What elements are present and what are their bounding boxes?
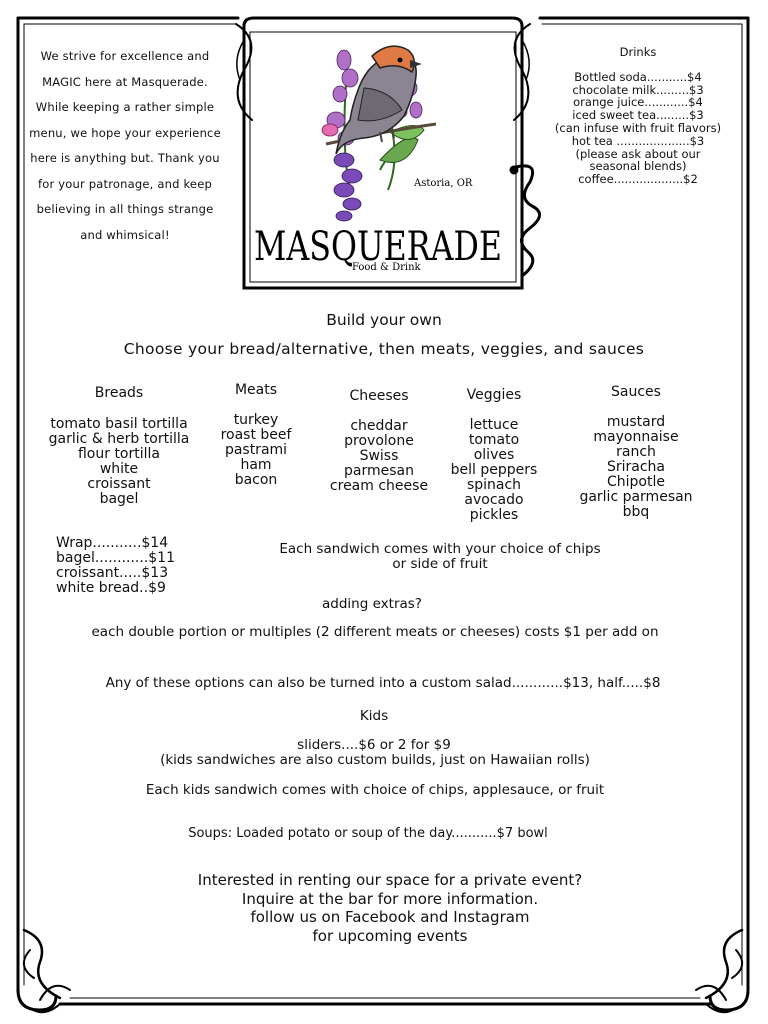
sauce-item: bbq — [622, 504, 650, 520]
breads-column — [30, 386, 208, 507]
extras-text: each double portion or multiples (2 different meats or cheeses) costs $1 per add on — [91, 624, 659, 640]
veggie-item: lettuce — [469, 417, 519, 433]
veggie-item: pickles — [469, 507, 519, 523]
veggie-item: spinach — [466, 477, 522, 493]
cheese-item: Swiss — [359, 448, 399, 464]
sides-line: or side of fruit — [392, 556, 488, 572]
intro-text — [14, 44, 236, 248]
cheeses-column — [318, 389, 440, 494]
sides-line: Each sandwich comes with your choice of chips — [279, 541, 601, 557]
meats-column — [212, 383, 300, 488]
intro-line: for your patronage, and keep — [38, 176, 212, 191]
logo-name: MASQUERADE — [254, 224, 502, 270]
sides-note — [230, 542, 650, 572]
cheeses-title: Cheeses — [349, 388, 409, 404]
kids-note: (kids sandwiches are also custom builds, just on Hawaiian rolls) — [160, 752, 590, 768]
footer-line: follow us on Facebook and Instagram — [250, 908, 530, 926]
drink-line: hot tea ....................$3 — [571, 133, 705, 148]
intro-line: here is anything but. Thank you — [30, 151, 220, 165]
price-list — [56, 536, 206, 596]
bread-item: tomato basil tortilla — [50, 416, 188, 432]
sauce-item: ranch — [616, 444, 656, 460]
veggie-item: avocado — [464, 492, 524, 508]
drink-line: orange juice............$4 — [573, 95, 703, 110]
sauce-item: mustard — [606, 414, 666, 430]
bread-item: flour tortilla — [77, 446, 160, 462]
drink-line: iced sweet tea.........$3 — [572, 108, 704, 123]
logo-location: Astoria, OR — [414, 178, 473, 189]
meat-item: roast beef — [220, 427, 292, 443]
drink-line: coffee...................$2 — [578, 172, 698, 187]
cheese-item: parmesan — [344, 463, 414, 479]
meats-title: Meats — [234, 382, 278, 398]
bread-item: croissant — [87, 476, 151, 492]
footer-line: Interested in renting our space for a private event? — [197, 871, 583, 889]
cheese-item: cream cheese — [329, 478, 429, 494]
salad-option: Any of these options can also be turned into a custom salad............$13, half.....$8 — [105, 675, 661, 691]
price-item: bagel............$11 — [56, 550, 175, 566]
drink-line: (please ask about our — [575, 146, 701, 161]
cheese-item: cheddar — [350, 418, 408, 434]
veggie-item: bell peppers — [450, 462, 538, 478]
veggies-column — [440, 388, 548, 523]
build-subtitle: Choose your bread/alternative, then meats, veggies, and sauces — [123, 340, 645, 358]
bird-on-flowers-illustration — [240, 20, 518, 290]
sauce-item: Sriracha — [606, 459, 666, 475]
intro-line: believing in all things strange — [36, 202, 214, 216]
soups: Soups: Loaded potato or soup of the day...........$7 bowl — [188, 826, 548, 841]
breads-title: Breads — [94, 385, 144, 401]
extras-title: adding extras? — [322, 596, 422, 612]
bread-item: garlic & herb tortilla — [48, 431, 190, 447]
veggie-item: tomato — [468, 432, 520, 448]
bread-item: bagel — [99, 491, 139, 507]
intro-line: MAGIC here at Masquerade. — [42, 74, 208, 89]
meat-item: ham — [240, 457, 272, 473]
sauce-item: garlic parmesan — [579, 489, 693, 505]
sauce-item: Chipotle — [607, 474, 665, 490]
kids-sliders: sliders....$6 or 2 for $9 — [297, 737, 451, 753]
drink-line: (can infuse with fruit flavors) — [554, 120, 722, 135]
drink-line: chocolate milk.........$3 — [572, 82, 704, 97]
intro-line: menu, we hope your experience — [29, 125, 221, 140]
footer-info — [0, 871, 768, 945]
drink-line: seasonal blends) — [589, 159, 687, 174]
logo-tagline: Food & Drink — [352, 262, 421, 273]
build-title: Build your own — [326, 311, 442, 329]
sauce-item: mayonnaise — [593, 429, 679, 445]
price-item: white bread..$9 — [56, 580, 166, 596]
kids-title: Kids — [359, 708, 389, 724]
intro-line: and whimsical! — [80, 227, 170, 242]
sauces-column — [566, 385, 706, 520]
intro-line: We strive for excellence and — [40, 49, 210, 63]
meat-item: bacon — [234, 472, 278, 488]
footer-line: for upcoming events — [312, 926, 468, 945]
meat-item: pastrami — [224, 442, 288, 458]
drink-line: Bottled soda...........$4 — [574, 69, 702, 84]
cheese-item: provolone — [344, 433, 414, 449]
veggie-item: olives — [473, 447, 515, 463]
drinks-section — [540, 46, 736, 186]
price-item: croissant.....$13 — [56, 565, 169, 581]
price-item: Wrap...........$14 — [56, 535, 169, 551]
sauces-title: Sauces — [611, 384, 661, 400]
meat-item: turkey — [233, 412, 279, 428]
intro-line: While keeping a rather simple — [35, 100, 215, 114]
drinks-title: Drinks — [619, 45, 657, 59]
footer-line: Inquire at the bar for more information. — [241, 889, 539, 908]
bread-item: white — [99, 461, 139, 477]
veggies-title: Veggies — [466, 387, 522, 403]
kids-sides: Each kids sandwich comes with choice of chips, applesauce, or fruit — [145, 782, 605, 798]
masquerade-logo — [240, 20, 518, 290]
